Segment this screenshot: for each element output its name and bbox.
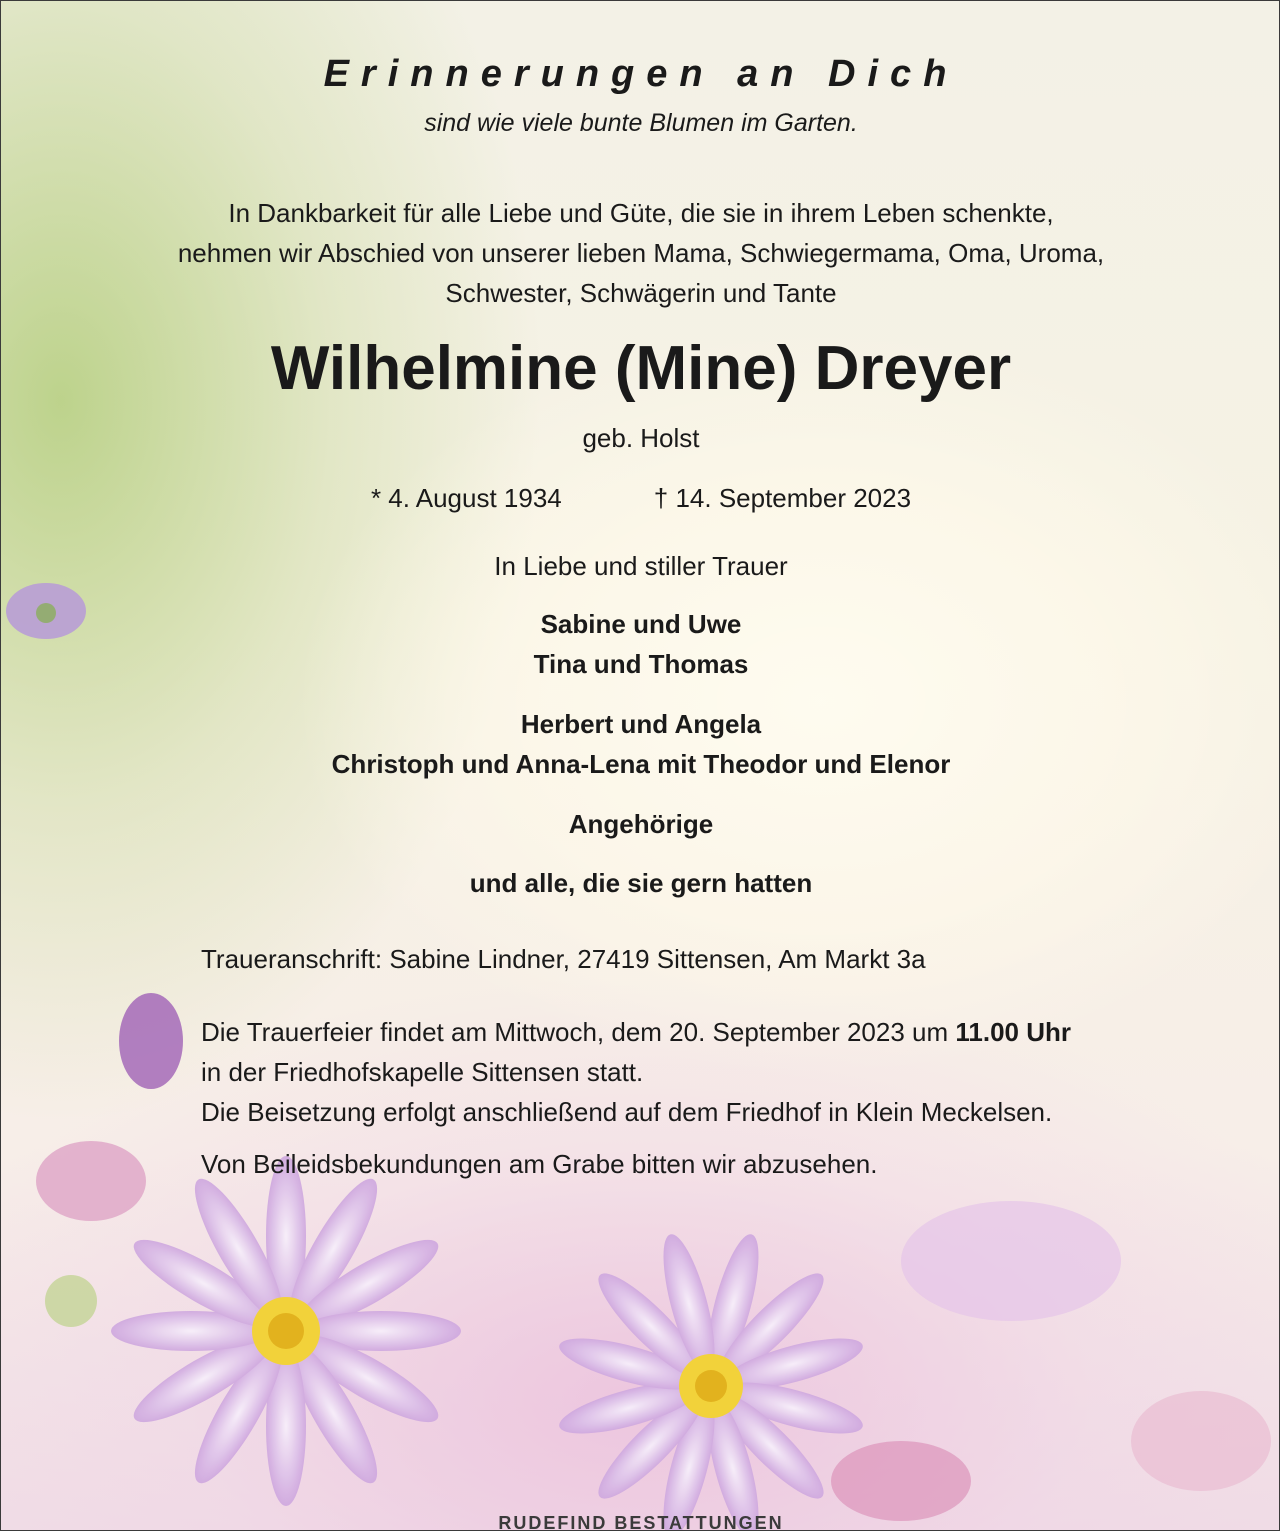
mourner-6: und alle, die sie gern hatten [469,868,813,898]
mourner-4: Christoph und Anna-Lena mit Theodor und Elenor [331,749,951,779]
life-dates [1,483,1280,514]
mourner-5: Angehörige [568,809,714,839]
motto-subline: sind wie viele bunte Blumen im Garten. [424,109,858,137]
service-line-1 [201,1012,1071,1052]
birth-date: * 4. August 1934 [370,483,562,513]
service-time: 11.00 Uhr [955,1017,1071,1047]
mourner-3: Herbert und Angela [520,709,762,739]
mourner-1: Sabine und Uwe [540,609,742,639]
intro-line-3: Schwester, Schwägerin und Tante [445,278,837,308]
service-date-text: Die Trauerfeier findet am Mittwoch, dem 20. September 2023 um [201,1017,956,1047]
intro-line-1: In Dankbarkeit für alle Liebe und Güte, die sie in ihrem Leben schenkte, [228,198,1054,228]
daisy-left [111,1156,461,1506]
funeral-home-logo: RUDEFIND BESTATTUNGEN [498,1513,784,1531]
daisy-right [555,1230,868,1531]
death-date: † 14. September 2023 [653,483,912,513]
birth-name: geb. Holst [582,423,700,453]
service-line-4: Von Beileidsbekundungen am Grabe bitten wir abzusehen. [201,1149,878,1179]
mourning-address: Traueranschrift: Sabine Lindner, 27419 Sittensen, Am Markt 3a [201,944,926,974]
mourner-2: Tina und Thomas [533,649,749,679]
motto-heading: Erinnerungen an Dich [323,53,959,95]
service-line-3: Die Beisetzung erfolgt anschließend auf dem Friedhof in Klein Meckelsen. [201,1097,1053,1127]
mourning-line: In Liebe und stiller Trauer [494,551,788,581]
intro-line-2: nehmen wir Abschied von unserer lieben Mama, Schwiegermama, Oma, Uroma, [177,238,1105,268]
deceased-name: Wilhelmine (Mine) Dreyer [270,334,1012,403]
service-line-2: in der Friedhofskapelle Sittensen statt. [201,1057,644,1087]
